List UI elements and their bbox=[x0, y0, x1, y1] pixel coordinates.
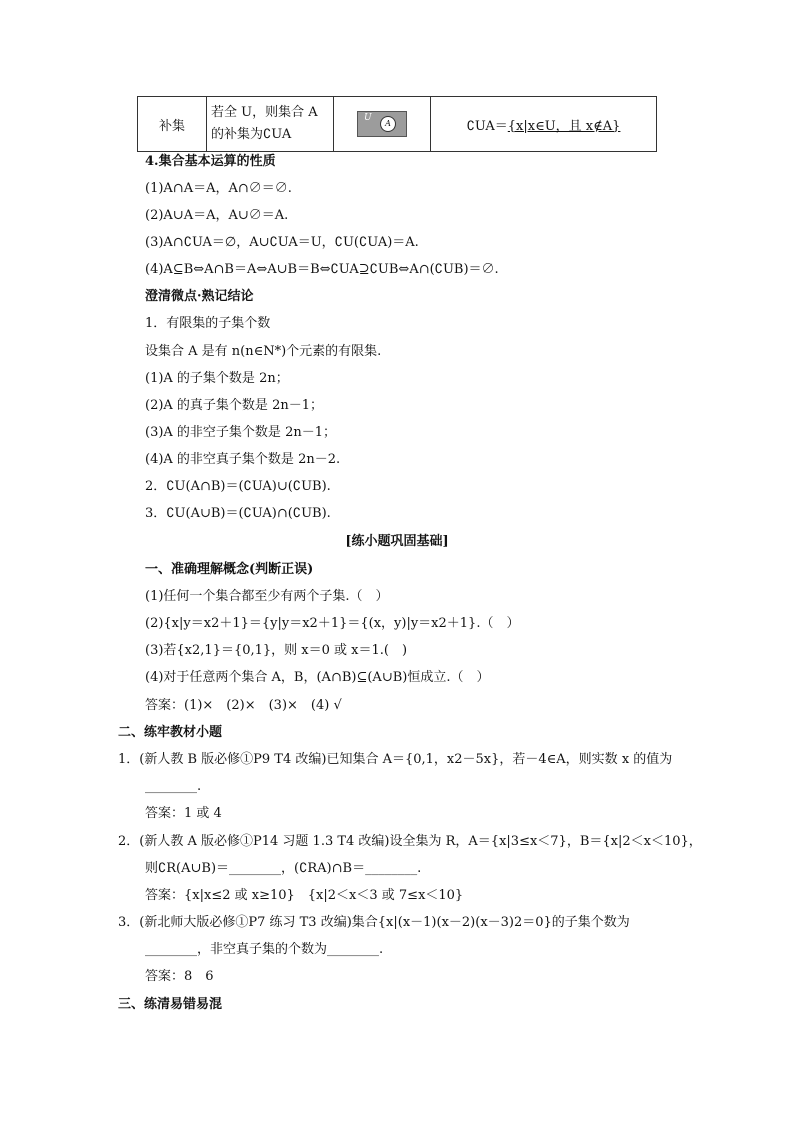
venn-diagram bbox=[357, 111, 407, 137]
conclusion-line: (1)A 的子集个数是 2n； bbox=[145, 371, 289, 386]
conclusion-intro: 设集合 A 是有 n(n∈N*)个元素的有限集. bbox=[145, 344, 382, 359]
conclusion-line: (3)A 的非空子集个数是 2n－1； bbox=[145, 425, 336, 440]
exercise-line: 1．(新人教 B 版必修①P9 T4 改编)已知集合 A＝{0,1，x2－5x}，若－4∈A，则实数 x 的值为 bbox=[118, 752, 673, 767]
answer-line: 答案：1 或 4 bbox=[145, 806, 222, 821]
answer-line: 答案：(1)× (2)× (3)× (4) √ bbox=[145, 698, 342, 713]
exercise-line: 2．(新人教 A 版必修①P14 习题 1.3 T4 改编)设全集为 R，A＝{x|3≤x＜7}，B＝{x|2＜x＜10}， bbox=[118, 834, 702, 849]
venn-universe-label: U bbox=[364, 113, 372, 123]
answer-line: 答案：{x|x≤2 或 x≥10} {x|2＜x＜3 或 7≤x＜10} bbox=[145, 888, 464, 903]
judge-question: (1)任何一个集合都至少有两个子集.（ ） bbox=[145, 589, 389, 604]
exercise-line: 则∁R(A∪B)＝________，(∁RA)∩B＝________. bbox=[145, 861, 422, 876]
exercise-line: 3．(新北师大版必修①P7 练习 T3 改编)集合{x|(x－1)(x－2)(x－3)2＝0}的子集个数为 bbox=[118, 915, 630, 930]
conclusion-line: (2)A 的真子集个数是 2n－1； bbox=[145, 398, 323, 413]
notation-set: {x|x∈U，且 x∉A} bbox=[507, 118, 621, 134]
definition-line: 的补集为∁UA bbox=[211, 127, 292, 142]
complement-table bbox=[137, 96, 657, 152]
property-line: (2)A∪A＝A，A∪∅＝A. bbox=[145, 208, 289, 223]
definition-line: 若全 U，则集合 A bbox=[211, 105, 318, 120]
conclusion-line: 3．∁U(A∪B)＝(∁UA)∩(∁UB). bbox=[145, 506, 331, 521]
part3-title: 三、练清易错易混 bbox=[118, 997, 223, 1012]
judge-question: (4)对于任意两个集合 A，B，(A∩B)⊆(A∪B)恒成立.（ ） bbox=[145, 670, 490, 685]
practice-banner: [练小题巩固基础] bbox=[345, 534, 449, 549]
conclusion-line: (4)A 的非空真子集个数是 2n－2. bbox=[145, 452, 341, 467]
section4-heading: 4.集合基本运算的性质 bbox=[145, 154, 276, 169]
venn-set-label: A bbox=[380, 116, 396, 132]
part1-title: 一、准确理解概念(判断正误) bbox=[145, 562, 314, 577]
exercise-line: ________，非空真子集的个数为________. bbox=[145, 942, 384, 957]
answer-line: 答案：8 6 bbox=[145, 969, 214, 984]
conclusion-title: 1．有限集的子集个数 bbox=[145, 316, 271, 331]
term-cell: 补集 bbox=[138, 97, 207, 152]
conclusion-line: 2．∁U(A∩B)＝(∁UA)∪(∁UB). bbox=[145, 479, 331, 494]
blank-line: ________. bbox=[145, 779, 202, 794]
part2-title: 二、练牢教材小题 bbox=[118, 725, 223, 740]
property-line: (3)A∩∁UA＝∅，A∪∁UA＝U，∁U(∁UA)＝A. bbox=[145, 235, 419, 250]
notation-cell bbox=[431, 97, 657, 152]
property-line: (4)A⊆B⇔A∩B＝A⇔A∪B＝B⇔∁UA⊇∁UB⇔A∩(∁UB)＝∅. bbox=[145, 262, 499, 277]
notation-prefix: ∁UA＝ bbox=[466, 118, 508, 134]
definition-cell bbox=[207, 97, 334, 152]
judge-question: (2){x|y＝x2＋1}＝{y|y＝x2＋1}＝{(x，y)|y＝x2＋1}.（ ） bbox=[145, 616, 520, 631]
property-line: (1)A∩A＝A，A∩∅＝∅. bbox=[145, 181, 292, 196]
judge-question: (3)若{x2,1}＝{0,1}，则 x＝0 或 x＝1.( ) bbox=[145, 643, 408, 658]
clarify-heading: 澄清微点·熟记结论 bbox=[145, 289, 254, 304]
table-row bbox=[138, 97, 657, 152]
venn-cell bbox=[334, 97, 431, 152]
